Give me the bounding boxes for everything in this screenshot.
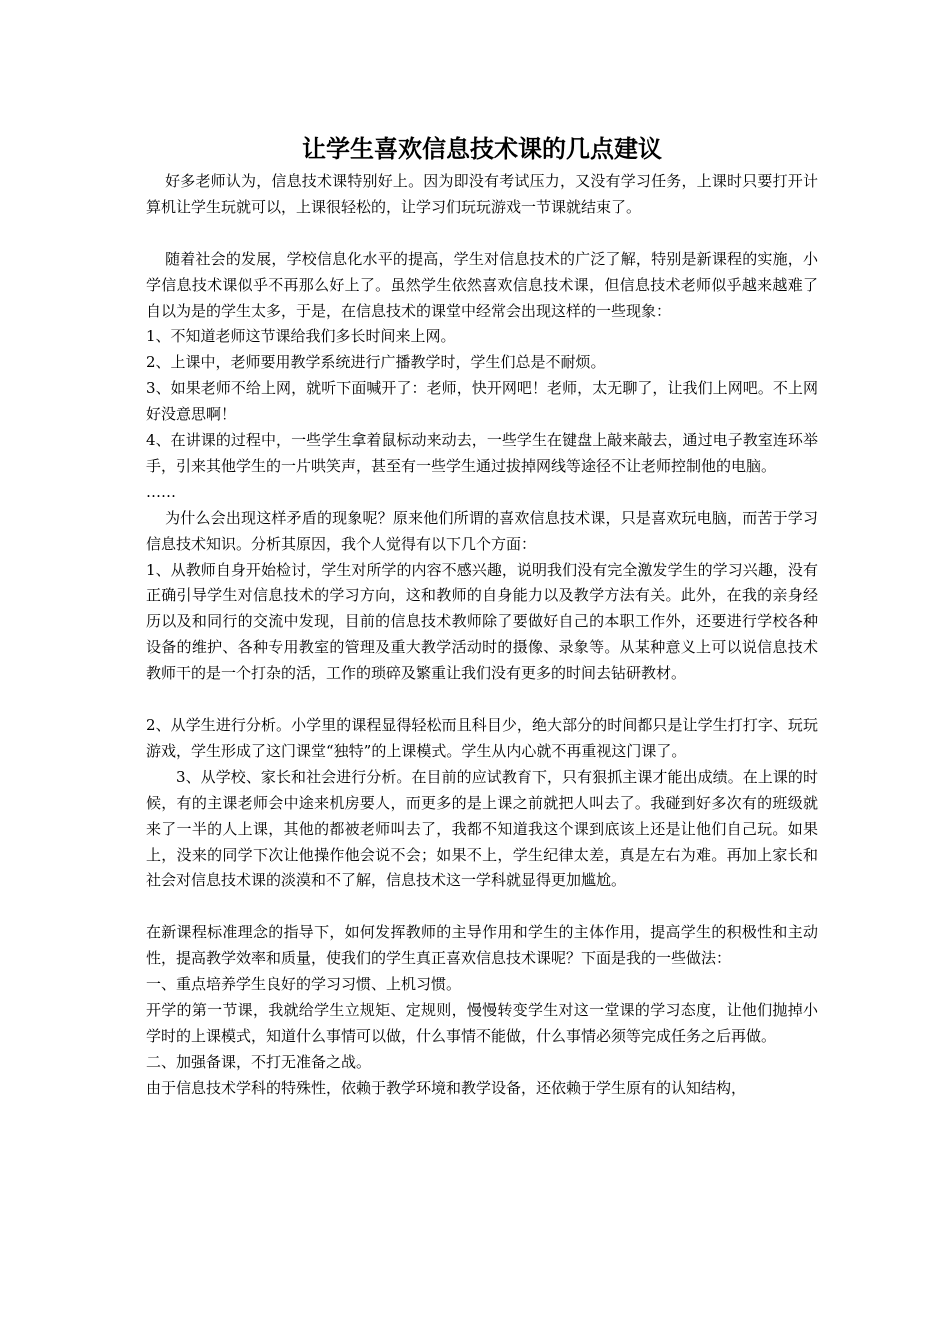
document-title: 让学生喜欢信息技术课的几点建议 bbox=[302, 135, 662, 163]
section-heading-preparation: 二、加强备课，不打无准备之战。 bbox=[146, 1052, 372, 1071]
list-item-phenomenon-4: 4、在讲课的过程中，一些学生拿着鼠标动来动去，一些学生在键盘上敲来敲去，通过电子教室连环举手，引来其他学生的一片哄笑声，甚至有一些学生通过拔掉网线等途径不让老师控制他的电脑。 bbox=[146, 431, 818, 475]
list-item-phenomenon-1: 1、不知道老师这节课给我们多长时间来上网。 bbox=[146, 327, 456, 346]
paragraph-background: 随着社会的发展，学校信息化水平的提高，学生对信息技术的广泛了解，特别是新课程的实施，小学信息技术课似乎不再那么好上了。虽然学生依然喜欢信息技术课，但信息技术老师似乎越来越难了自以为是的学生太多，于是，在信息技术的课堂中经常会出现这样的一些现象： bbox=[146, 249, 818, 320]
document-body bbox=[146, 132, 818, 1102]
paragraph-intro: 好多老师认为，信息技术课特别好上。因为即没有考试压力，又没有学习任务，上课时只要打开计算机让学生玩就可以，上课很轻松的，让学习们玩玩游戏一节课就结束了。 bbox=[146, 172, 818, 216]
blank-line bbox=[146, 687, 818, 713]
blank-line bbox=[146, 221, 818, 247]
list-item-reason-student: 2、从学生进行分析。小学里的课程显得轻松而且科目少，绝大部分的时间都只是让学生打打字、玩玩游戏，学生形成了这门课堂“独特”的上课模式。学生从内心就不再重视这门课了。 bbox=[146, 716, 818, 760]
paragraph-habits: 开学的第一节课，我就给学生立规矩、定规则，慢慢转变学生对这一堂课的学习态度，让他们抛掉小学时的上课模式，知道什么事情可以做，什么事情不能做，什么事情必须等完成任务之后再做。 bbox=[146, 1000, 818, 1045]
blank-line bbox=[146, 894, 818, 920]
ellipsis-line: …… bbox=[146, 482, 176, 501]
paragraph-analysis-intro: 为什么会出现这样矛盾的现象呢？原来他们所谓的喜欢信息技术课，只是喜欢玩电脑，而苦于学习信息技术知识。分析其原因，我个人觉得有以下几个方面： bbox=[146, 508, 818, 553]
list-item-phenomenon-3: 3、如果老师不给上网，就听下面喊开了：老师，快开网吧！老师，太无聊了，让我们上网吧。不上网好没意思啊！ bbox=[146, 379, 818, 424]
section-heading-habits: 一、重点培养学生良好的学习习惯、上机习惯。 bbox=[146, 975, 462, 994]
list-item-reason-teacher: 1、从教师自身开始检讨，学生对所学的内容不感兴趣，说明我们没有完全激发学生的学习兴趣，没有正确引导学生对信息技术的学习方向，这和教师的自身能力以及教学方法有关。此外，在我的亲身经历以及和同行的交流中发现，目前的信息技术教师除了要做好自己的本职工作外，还要进行学校各种设备的维护、各种专用教室的管理及重大教学活动时的摄像、录象等。从某种意义上可以说信息技术教师干的是一个打杂的活，工作的琐碎及繁重让我们没有更多的时间去钻研教材。 bbox=[146, 560, 818, 683]
paragraph-practice-intro: 在新课程标准理念的指导下，如何发挥教师的主导作用和学生的主体作用，提高学生的积极性和主动性，提高教学效率和质量，使我们的学生真正喜欢信息技术课呢？下面是我的一些做法： bbox=[146, 923, 818, 968]
paragraph-preparation: 由于信息技术学科的特殊性，依赖于教学环境和教学设备，还依赖于学生原有的认知结构， bbox=[146, 1078, 747, 1097]
list-item-phenomenon-2: 2、上课中，老师要用教学系统进行广播教学时，学生们总是不耐烦。 bbox=[146, 353, 606, 372]
list-item-reason-school: 3、从学校、家长和社会进行分析。在目前的应试教育下，只有狠抓主课才能出成绩。在上课的时候，有的主课老师会中途来机房要人，而更多的是上课之前就把人叫去了。我碰到好多次有的班级就来了一半的人上课，其他的都被老师叫去了，我都不知道我这个课到底该上还是让他们自己玩。如果上，没来的同学下次让他操作他会说不会；如果不上，学生纪律太差，真是左右为难。再加上家长和社会对信息技术课的淡漠和不了解，信息技术这一学科就显得更加尴尬。 bbox=[146, 767, 818, 890]
